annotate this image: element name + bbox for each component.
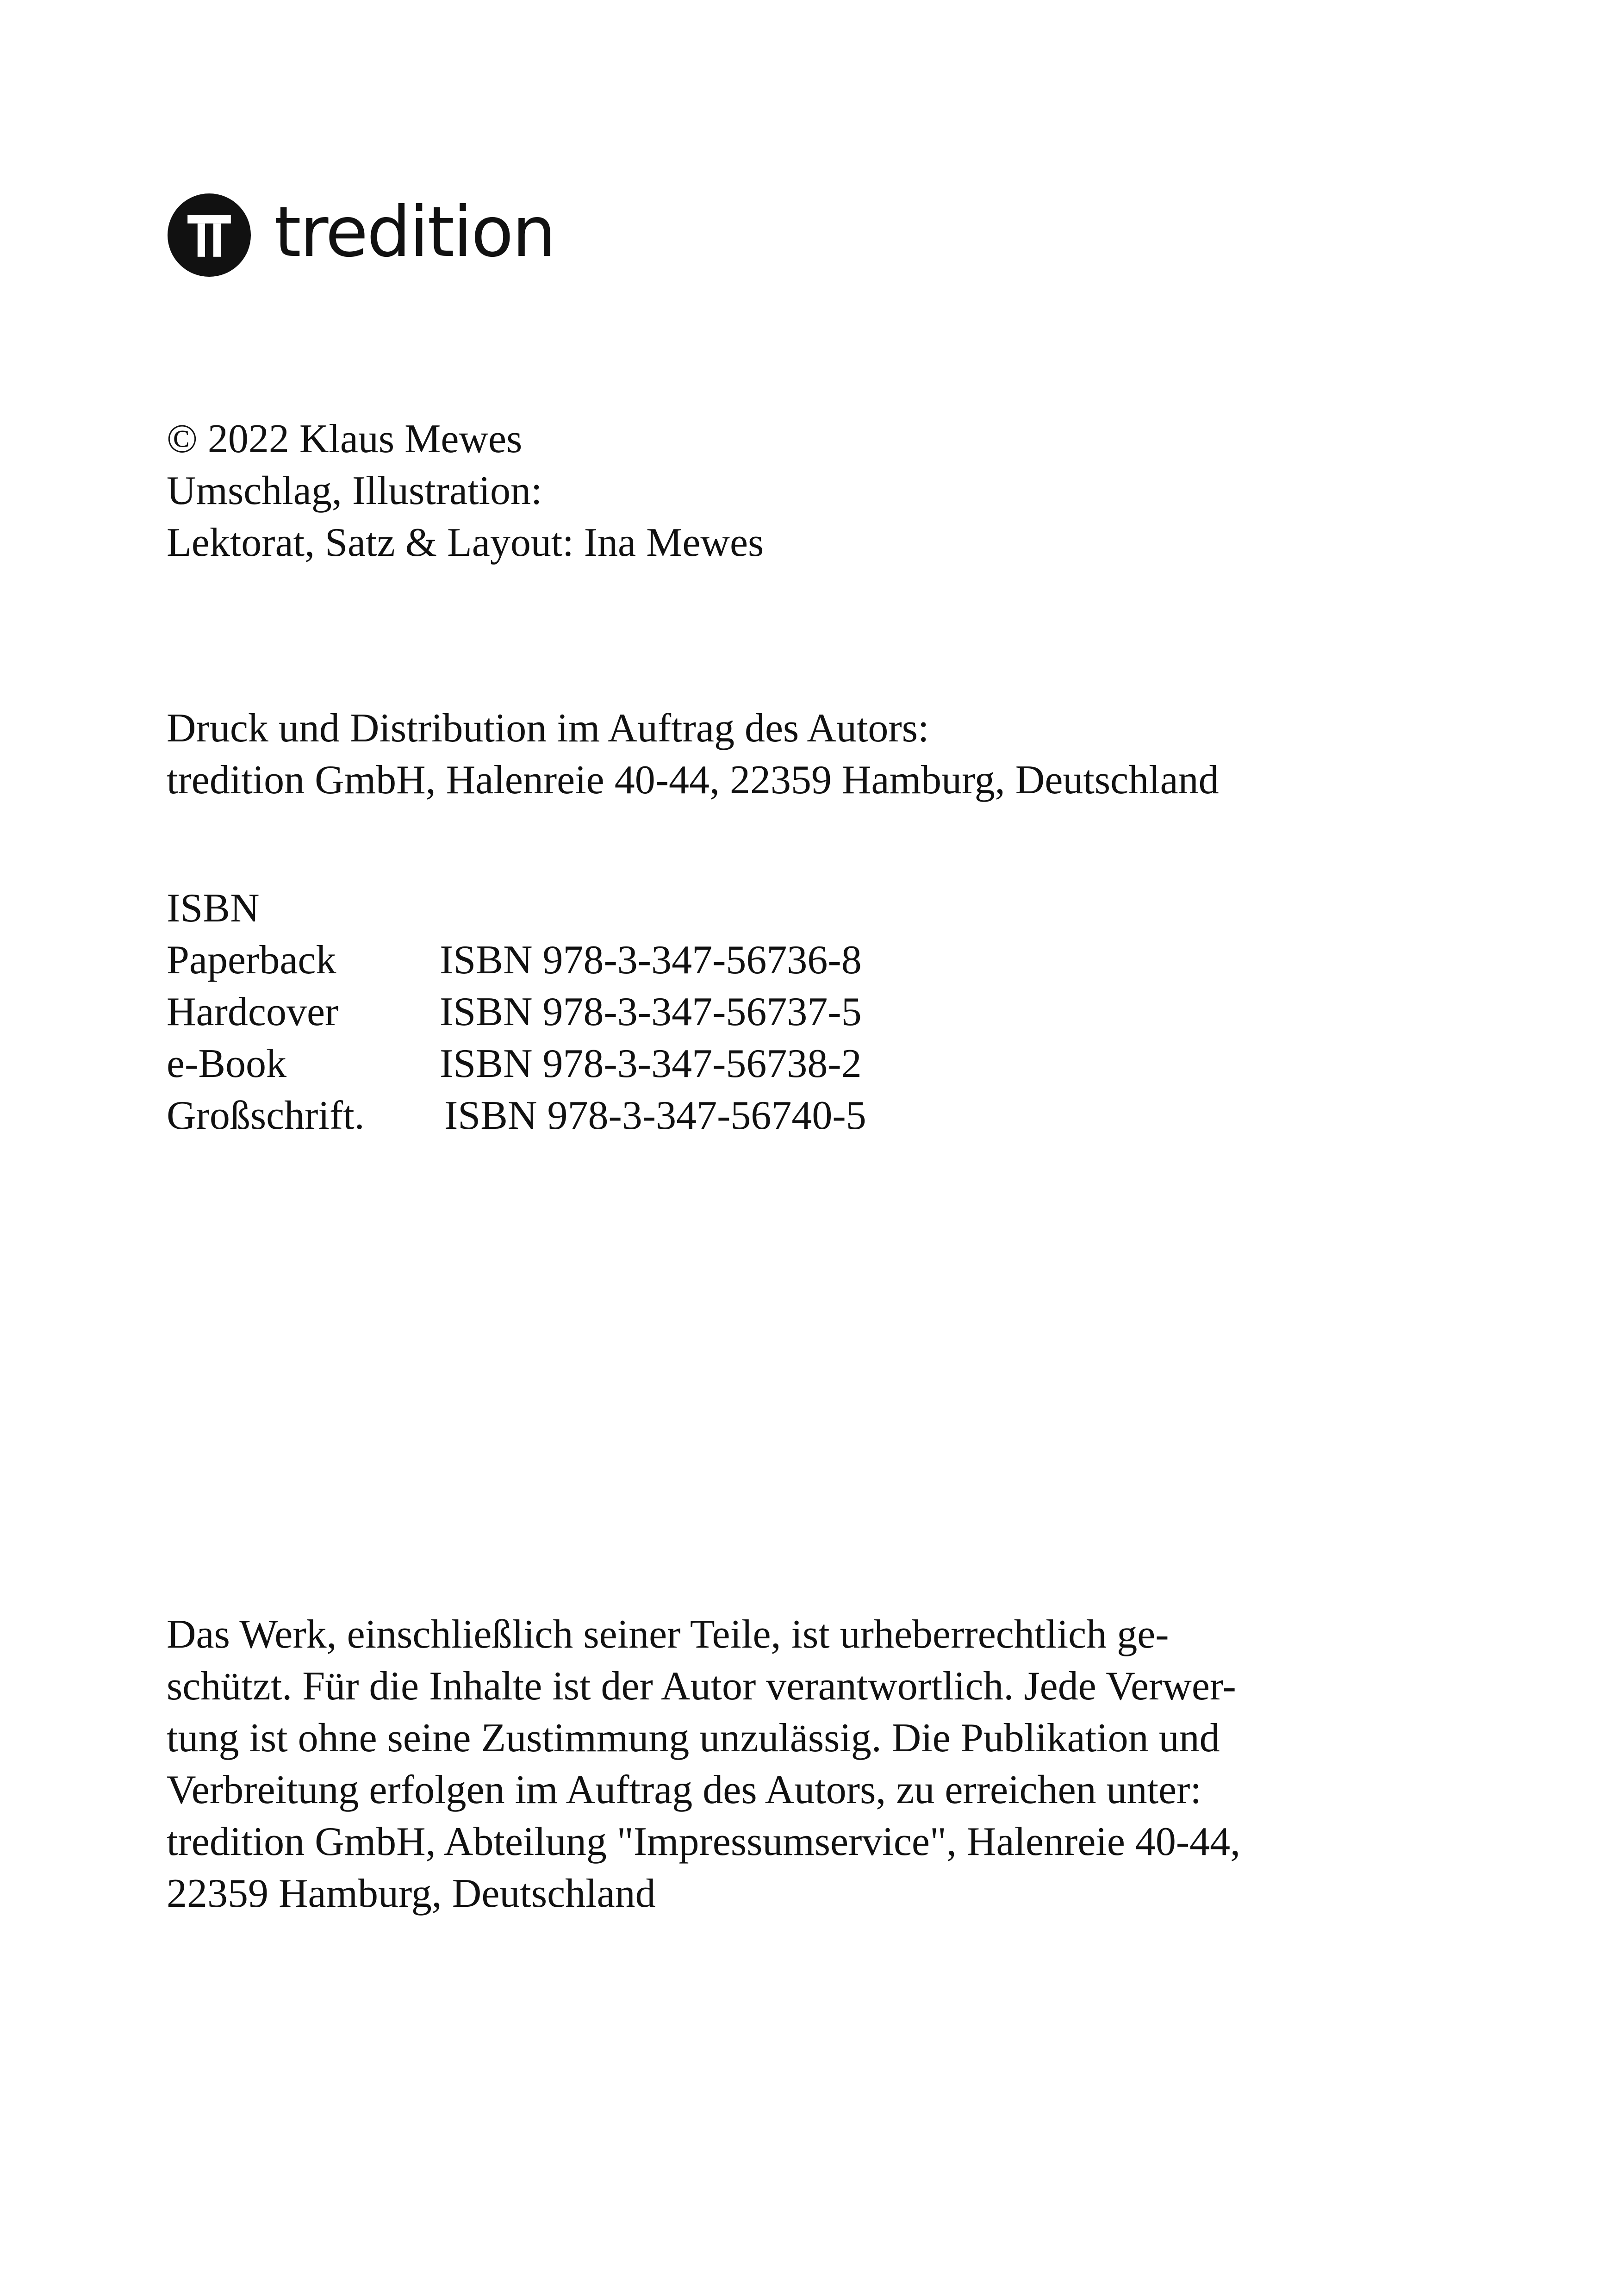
distribution-line: Druck und Distribution im Auftrag des Autors: (167, 706, 929, 751)
isbn-row-large-print (167, 1090, 866, 1142)
legal-line: Das Werk, einschließlich seiner Teile, ist urheberrechtlich ge- (167, 1612, 1169, 1657)
legal-line: tung ist ohne seine Zustimmung unzulässig. Die Publikation und (167, 1716, 1220, 1761)
legal-line: Verbreitung erfolgen im Auftrag des Autors, zu erreichen unter: (167, 1767, 1201, 1812)
legal-line: tredition GmbH, Abteilung "Impressumservice", Halenreie 40-44, (167, 1819, 1241, 1864)
isbn-format: Paperback (167, 938, 336, 983)
isbn-heading: ISBN (167, 886, 260, 931)
isbn-block (167, 883, 866, 1142)
logo-wordmark: tredition (274, 192, 555, 273)
legal-notice (167, 1609, 1240, 1920)
legal-line: 22359 Hamburg, Deutschland (167, 1871, 656, 1916)
copyright-line: © 2022 Klaus Mewes (167, 417, 523, 461)
editing-credit-line: Lektorat, Satz & Layout: Ina Mewes (167, 520, 764, 565)
publisher-logo (168, 193, 555, 277)
legal-line: schützt. Für die Inhalte ist der Autor verantwortlich. Jede Verwer- (167, 1664, 1236, 1709)
isbn-number: ISBN 978-3-347-56738-2 (440, 1041, 862, 1086)
isbn-format: e-Book (167, 1041, 287, 1086)
isbn-row-paperback (167, 934, 866, 986)
isbn-number: ISBN 978-3-347-56736-8 (440, 938, 862, 983)
isbn-format: Großschrift. (167, 1093, 365, 1138)
distribution-block (167, 703, 1219, 806)
isbn-number: ISBN 978-3-347-56740-5 (444, 1093, 866, 1138)
isbn-number: ISBN 978-3-347-56737-5 (440, 989, 862, 1034)
credits-block (167, 413, 764, 569)
cover-credit-line: Umschlag, Illustration: (167, 468, 542, 513)
tredition-logo-icon (168, 193, 251, 277)
isbn-row-ebook (167, 1038, 866, 1090)
publisher-address-line: tredition GmbH, Halenreie 40-44, 22359 Hamburg, Deutschland (167, 758, 1219, 803)
isbn-format: Hardcover (167, 989, 339, 1034)
isbn-row-hardcover (167, 986, 866, 1038)
